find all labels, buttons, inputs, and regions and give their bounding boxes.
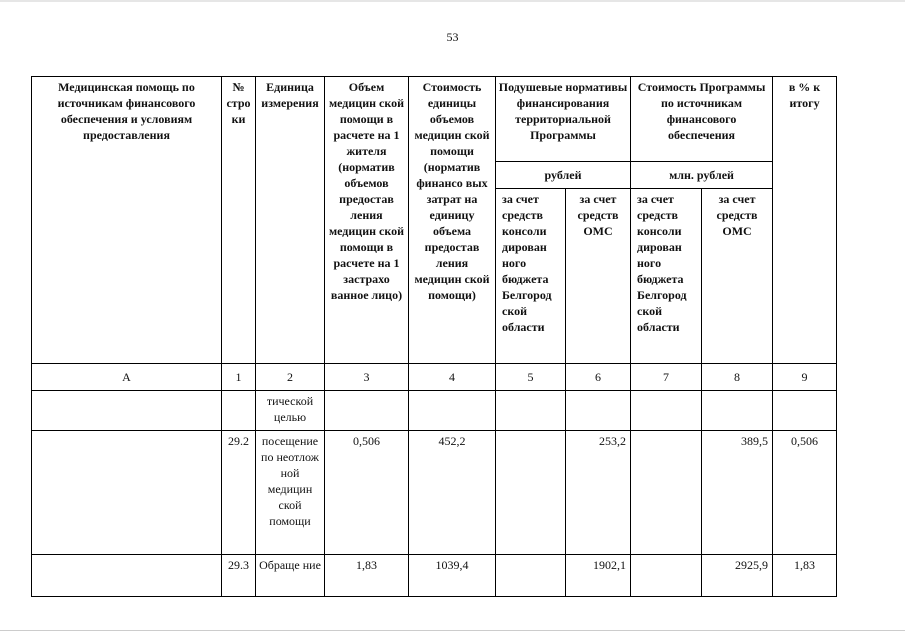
header-unit-million-rubles: млн. рублей — [631, 162, 773, 189]
page-top-edge — [0, 0, 905, 2]
cell-care-type — [32, 391, 222, 431]
header-regional-budget-rubles: за счет средств консоли дирован ного бюджета Белгород ской области — [496, 189, 566, 364]
header-oms-rubles: за счет средств ОМС — [566, 189, 631, 364]
column-numbers-row — [32, 364, 837, 391]
cell-oms-millions — [702, 391, 773, 431]
cell-regional-budget-millions — [631, 391, 702, 431]
cell-care-type — [32, 555, 222, 597]
table-header — [32, 77, 837, 391]
cell-row-number: 29.2 — [222, 431, 256, 555]
cell-percent: 0,506 — [773, 431, 837, 555]
column-number: 5 — [496, 364, 566, 391]
header-program-cost-group: Стоимость Программы по источникам финансового обеспечения — [631, 77, 773, 162]
column-number: 2 — [256, 364, 325, 391]
cell-unit: тической целью — [256, 391, 325, 431]
cell-unit-cost — [409, 391, 496, 431]
cell-volume-norm: 0,506 — [325, 431, 409, 555]
cell-percent — [773, 391, 837, 431]
cell-percent: 1,83 — [773, 555, 837, 597]
cell-care-type — [32, 431, 222, 555]
header-regional-budget-millions: за счет средств консоли дирован ного бюджета Белгород ской области — [631, 189, 702, 364]
cell-unit: посещение по неотлож ной медицин ской помощи — [256, 431, 325, 555]
financing-table-container — [31, 76, 836, 597]
header-volume-norm: Объем медицин ской помощи в расчете на 1 жителя (норматив объемов предостав ления медицин ской помощи в расчете на 1 застрахо ванное лицо) — [325, 77, 409, 364]
column-number: 9 — [773, 364, 837, 391]
table-body — [32, 391, 837, 597]
header-unit-rubles: рублей — [496, 162, 631, 189]
column-number: 4 — [409, 364, 496, 391]
column-number: 8 — [702, 364, 773, 391]
header-unit: Единица измерения — [256, 77, 325, 364]
cell-oms-rubles — [566, 391, 631, 431]
page-number: 53 — [446, 30, 459, 44]
cell-regional-budget-rubles — [496, 555, 566, 597]
header-unit-cost: Стоимость единицы объемов медицин ской помощи (норматив финансо вых затрат на единицу объема предостав ления медицин ской помощи) — [409, 77, 496, 364]
column-number: А — [32, 364, 222, 391]
cell-oms-millions: 389,5 — [702, 431, 773, 555]
cell-regional-budget-millions — [631, 555, 702, 597]
column-number: 1 — [222, 364, 256, 391]
header-per-capita-group: Подушевые нормативы финансирования территориальной Программы — [496, 77, 631, 162]
cell-regional-budget-rubles — [496, 391, 566, 431]
table-row — [32, 431, 837, 555]
cell-unit-cost: 1039,4 — [409, 555, 496, 597]
header-care-type: Медицинская помощь по источникам финансового обеспечения и условиям предоставления — [32, 77, 222, 364]
header-oms-millions: за счет средств ОМС — [702, 189, 773, 364]
cell-row-number: 29.3 — [222, 555, 256, 597]
header-row-number: № стро ки — [222, 77, 256, 364]
column-number: 3 — [325, 364, 409, 391]
column-number: 7 — [631, 364, 702, 391]
page-bottom-rule — [0, 630, 905, 631]
cell-row-number — [222, 391, 256, 431]
cell-regional-budget-millions — [631, 431, 702, 555]
table-row — [32, 555, 837, 597]
cell-regional-budget-rubles — [496, 431, 566, 555]
cell-oms-millions: 2925,9 — [702, 555, 773, 597]
financing-table — [31, 76, 837, 597]
cell-oms-rubles: 253,2 — [566, 431, 631, 555]
cell-oms-rubles: 1902,1 — [566, 555, 631, 597]
header-percent-of-total: в % к итогу — [773, 77, 837, 364]
cell-unit: Обраще ние — [256, 555, 325, 597]
table-row — [32, 391, 837, 431]
cell-unit-cost: 452,2 — [409, 431, 496, 555]
column-number: 6 — [566, 364, 631, 391]
cell-volume-norm: 1,83 — [325, 555, 409, 597]
cell-volume-norm — [325, 391, 409, 431]
